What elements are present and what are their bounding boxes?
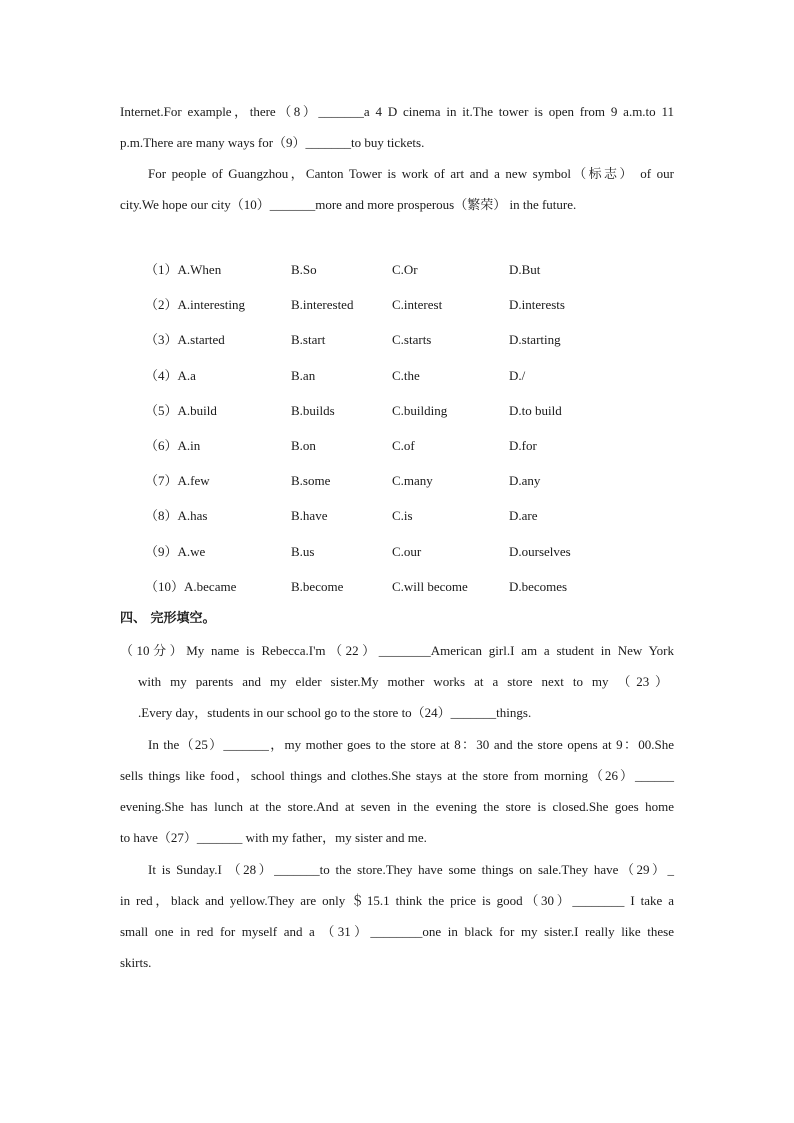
option-a: A.has <box>177 508 208 523</box>
option-row <box>145 331 705 349</box>
option-a: A.in <box>177 438 201 453</box>
option-a-group <box>145 578 236 596</box>
option-a-group <box>145 331 225 349</box>
option-b: B.become <box>291 579 344 594</box>
option-a: A.a <box>177 368 196 383</box>
question-number: （5） <box>145 403 178 418</box>
option-row <box>145 507 705 525</box>
option-a-group <box>145 507 207 525</box>
question-number: （7） <box>145 473 178 488</box>
option-b: B.an <box>291 368 316 383</box>
option-d: D./ <box>509 368 526 383</box>
option-b: B.us <box>291 544 315 559</box>
option-d: D.to build <box>509 403 562 418</box>
option-c: C.interest <box>392 297 443 312</box>
option-row <box>145 543 705 561</box>
question-number: （3） <box>145 332 178 347</box>
section-heading: 四、 完形填空。 <box>120 611 216 626</box>
option-a: A.started <box>177 332 225 347</box>
option-a-group <box>145 367 196 385</box>
option-row <box>145 578 705 596</box>
option-a: A.we <box>177 544 206 559</box>
option-row <box>145 437 705 455</box>
cloze-line: It is Sunday.I （28）_______to the store.They have some things on sale.They have（29）_ <box>148 862 674 877</box>
option-d: D.starting <box>509 332 561 347</box>
option-a-group <box>145 543 205 561</box>
option-a-group <box>145 437 200 455</box>
option-b: B.some <box>291 473 331 488</box>
cloze-line: in red，black and yellow.They are only ＄15.1 think the price is good（30）________ I take a <box>120 893 674 908</box>
option-c: C.starts <box>392 332 432 347</box>
cloze-line: skirts. <box>120 955 152 970</box>
cloze-line: sells things like food，school things and clothes.She stays at the store from morning（26）______ <box>120 768 674 783</box>
passage-line: Internet.For example，there（8）_______a 4 D cinema in it.The tower is open from 9 a.m.to 11 <box>120 104 674 119</box>
option-row <box>145 367 705 385</box>
option-d: D.any <box>509 473 541 488</box>
option-row <box>145 402 705 420</box>
question-number: （2） <box>145 297 178 312</box>
question-number: （9） <box>145 544 178 559</box>
option-c: C.of <box>392 438 415 453</box>
option-a-group <box>145 296 245 314</box>
option-row <box>145 472 705 490</box>
cloze-line: with my parents and my elder sister.My mother works at a store next to my （23） <box>138 674 668 689</box>
question-number: （10） <box>145 579 185 594</box>
option-a: A.became <box>184 579 237 594</box>
option-d: D.for <box>509 438 537 453</box>
option-a: A.build <box>177 403 217 418</box>
option-c: C.the <box>392 368 420 383</box>
option-b: B.So <box>291 262 317 277</box>
option-a: A.When <box>177 262 222 277</box>
option-d: D.ourselves <box>509 544 571 559</box>
option-a-group <box>145 402 217 420</box>
option-a: A.interesting <box>177 297 246 312</box>
option-b: B.interested <box>291 297 354 312</box>
option-c: C.our <box>392 544 422 559</box>
option-d: D.interests <box>509 297 565 312</box>
option-b: B.have <box>291 508 328 523</box>
question-number: （4） <box>145 368 178 383</box>
option-c: C.is <box>392 508 413 523</box>
question-number: （6） <box>145 438 178 453</box>
cloze-line: evening.She has lunch at the store.And at seven in the evening the store is closed.She goes home <box>120 799 674 814</box>
option-row <box>145 261 705 279</box>
option-c: C.building <box>392 403 448 418</box>
question-number: （8） <box>145 508 178 523</box>
option-c: C.Or <box>392 262 418 277</box>
passage-line: p.m.There are many ways for（9）_______to buy tickets. <box>120 135 425 150</box>
option-d: D.are <box>509 508 538 523</box>
cloze-line: small one in red for myself and a （31）________one in black for my sister.I really like these <box>120 924 674 939</box>
cloze-line: to have（27）_______ with my father，my sister and me. <box>120 830 427 845</box>
passage-line: city.We hope our city（10）_______more and more prosperous（繁荣） in the future. <box>120 197 577 212</box>
option-c: C.many <box>392 473 433 488</box>
cloze-line: In the（25）_______，my mother goes to the store at 8：30 and the store opens at 9：00.She <box>148 737 674 752</box>
passage-line: For people of Guangzhou，Canton Tower is work of art and a new symbol（标志） of our <box>148 166 674 181</box>
option-a-group <box>145 261 221 279</box>
option-d: D.But <box>509 262 541 277</box>
option-d: D.becomes <box>509 579 568 594</box>
option-c: C.will become <box>392 579 468 594</box>
question-number: （1） <box>145 262 178 277</box>
option-a-group <box>145 472 210 490</box>
option-a: A.few <box>177 473 210 488</box>
cloze-line: （10分）My name is Rebecca.I'm（22）________American girl.I am a student in New York <box>120 643 674 658</box>
option-b: B.on <box>291 438 316 453</box>
option-row <box>145 296 705 314</box>
option-b: B.builds <box>291 403 335 418</box>
option-b: B.start <box>291 332 326 347</box>
cloze-line: .Every day，students in our school go to the store to（24）_______things. <box>138 705 532 720</box>
